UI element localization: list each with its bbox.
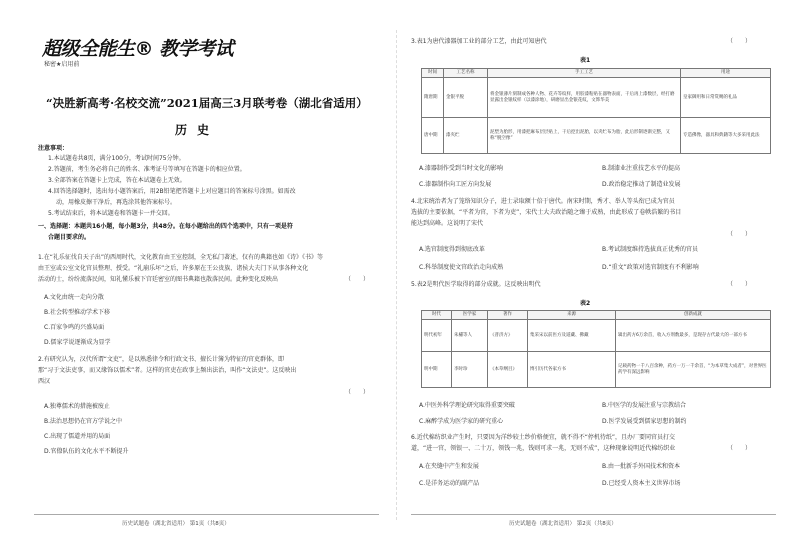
q1-option-c[interactable]: C.百家争鸣的兴盛局面 — [44, 324, 105, 331]
q4-option-b[interactable]: B.考试制度维持选拔真正优秀的官员 — [602, 246, 699, 253]
table-cell: 记载药物一千八百余种，药方一万一千余首，“为本草集大成者”，对世界医药学有深远影响 — [616, 352, 771, 388]
table-header: 著作 — [488, 311, 528, 320]
table-header: 工艺名称 — [444, 69, 488, 78]
table-cell: 明代初年 — [422, 320, 452, 352]
q4-option-c[interactable]: C.科举制度使文官政治走向成熟 — [419, 264, 504, 271]
q3-option-b[interactable]: B.制漆业注重技艺水平的提高 — [602, 165, 681, 172]
q1-answer-paren: （ ） — [345, 276, 370, 283]
q2-option-d[interactable]: D.官僚队伍的文化水平不断提升 — [44, 448, 129, 455]
table-cell: 泥塑为胎形，用漆把麻布层层贴上，干后挖出泥胎，以夹纻布为胎，此后形制逐渐完整，又称“脱空像” — [488, 118, 681, 154]
q1-stem: 由王室或公室文化官员整理、授受。“礼崩乐坏”之后，许多原在王公贵族、诸侯大夫门下从事各种文化 — [38, 265, 309, 272]
q5-option-a[interactable]: A.中医外科学理论研究取得重要突破 — [419, 402, 515, 409]
section-heading-cont: 合题目要求的。 — [48, 234, 91, 241]
section-heading: 一、选择题：本题共16小题，每小题3分，共48分。在每小题给出的四个选项中，只有一项是符 — [38, 223, 293, 230]
table-cell: 金银平脱 — [444, 78, 488, 118]
q3-answer-paren: （ ） — [727, 38, 752, 45]
notice-heading: 注意事项： — [38, 145, 69, 152]
q4-option-a[interactable]: A.选官制度得到彻底改革 — [419, 246, 485, 253]
q5-stem: 5.表2是明代医学取得的部分成就。这反映出明代 — [411, 281, 541, 288]
q5-option-b[interactable]: B.中医学的发展注重与宗教结合 — [602, 402, 687, 409]
q3-option-c[interactable]: C.漆器制作向工匠方向发展 — [419, 181, 492, 188]
page-right — [397, 0, 794, 543]
q6-stem: 道，“进一官，领银一、二十万，领钱一兆，钱则可求一兆，无则不成”，这种现象说明近代棉纺织业 — [411, 445, 676, 452]
table-cell: 李时珍 — [452, 352, 488, 388]
notice-item: 动，用橡皮擦干净后，再选涂其他答案标号。 — [56, 199, 177, 206]
table-cell: 集采宋以前医方及道藏、佛藏 — [528, 320, 616, 352]
table-cell: 辑出药方6万余首，收入方剂数最多，是现存古代最大的一部方书 — [616, 320, 771, 352]
q6-option-c[interactable]: C.是洋务运动的副产品 — [419, 480, 480, 487]
table-cell: 《本草纲目》 — [488, 352, 528, 388]
table-header: 医学家 — [452, 311, 488, 320]
secret-label: 秘密★启用前 — [44, 61, 80, 68]
subject-title: 历史 — [175, 123, 220, 137]
footer-right: 历史试题卷（湖北省适用） 第2页（共8页） — [509, 521, 617, 527]
footer-rule — [411, 514, 776, 515]
table-cell: 隋唐期 — [422, 78, 444, 118]
q3-option-d[interactable]: D.政治稳定推动了制造业发展 — [602, 181, 681, 188]
q1-option-b[interactable]: B.社会转型推动学术下移 — [44, 309, 111, 316]
table-cell: 明中期 — [422, 352, 452, 388]
q6-option-b[interactable]: B.由一批新手外国技术和资本 — [602, 463, 681, 470]
q6-option-a[interactable]: A.在夹缝中产生和发展 — [419, 463, 479, 470]
q6-answer-paren: （ ） — [727, 445, 752, 452]
brand-logo: 超级全能生® 教学考试 — [42, 38, 234, 60]
q1-option-a[interactable]: A.文化由统一走向分散 — [44, 294, 104, 301]
footer-left: 历史试题卷（湖北省适用） 第1页（共8页） — [122, 521, 230, 527]
q2-option-b[interactable]: B.法治思想仍在官方学说之中 — [44, 418, 123, 425]
q4-option-d[interactable]: D.“重文”政策对选官制度有不利影响 — [602, 264, 699, 271]
table-row — [422, 352, 771, 388]
q4-stem: 4.北宋统治者为了笼络知识分子，进士录取额十倍于唐代。南宋时期，秀才、举人等头衔已成为官员 — [411, 198, 675, 205]
table-row — [422, 320, 771, 352]
table-cell: 将金银薄片刻制成各种人物、花卉等纹样，用胶漆粘贴在器物表面，干后再上漆数层，经打磨显露出金银纹样（以漆涂地），研磨显出金银花纹，文饰华美 — [488, 78, 681, 118]
q3-option-a[interactable]: A.漆器制作受到当时文化的影响 — [419, 165, 503, 172]
table-header: 用途 — [681, 69, 771, 78]
q2-stem: 2.有研究认为，汉代所谓“文吏”，是以熟悉律令和行政文书、擅长计簿为特征的官吏群体，即 — [38, 356, 284, 363]
table-row — [422, 78, 771, 118]
q2-answer-paren: （ ） — [345, 389, 370, 396]
table2 — [421, 310, 771, 388]
q2-option-c[interactable]: C.出现了儒道并用的局面 — [44, 433, 111, 440]
exam-title: “决胜新高考·名校交流”2021届高三3月联考卷（湖北省适用） — [46, 96, 368, 110]
table-header-row — [422, 69, 771, 78]
table-cell: 博引历代各家方书 — [528, 352, 616, 388]
table-cell: 皇家御用和日常赏赐的礼品 — [681, 78, 771, 118]
q2-option-a[interactable]: A.独尊儒术的措施被废止 — [44, 403, 110, 410]
q5-option-d[interactable]: D.医学发展受到儒家思想的制约 — [602, 418, 687, 425]
footer-rule — [34, 514, 379, 515]
table2-title: 表2 — [580, 300, 591, 307]
table-cell: 唐中期 — [422, 118, 444, 154]
q6-option-d[interactable]: D.已经受人资本主义世界市场 — [602, 480, 681, 487]
table-row — [422, 118, 771, 154]
table1-title: 表1 — [580, 57, 591, 64]
q4-answer-paren: （ ） — [727, 231, 752, 238]
q1-stem: 活动的士，纷纷流落民间，知礼懂乐被下宫廷密室的图书典籍也散落民间。此种变化反映出 — [38, 276, 279, 283]
table-header: 创新成就 — [616, 311, 771, 320]
q4-stem: 选拔的主要依据，“平者为官，下者为吏”，宋代士大夫政治随之臻于成熟，由此形成了卷帙浩繁的书目 — [411, 209, 682, 216]
q5-option-c[interactable]: C.麻醉学成为医学家的研究重心 — [419, 418, 504, 425]
table-header: 手工工艺 — [488, 69, 681, 78]
table-header-row — [422, 311, 771, 320]
q2-stem: 西汉 — [38, 378, 51, 385]
notice-item: 2.答题前，考生务必将自己的姓名、准考证号等填写在答题卡的相应位置。 — [48, 166, 246, 173]
table-cell: 漆夹纻 — [444, 118, 488, 154]
table-header: 时代 — [422, 311, 452, 320]
q1-stem: 1.在“礼乐征伐自天子出”的西周时代，文化教育由王室控制，全无私门著述，仅有的典籍也如《诗》《书》等 — [38, 254, 323, 261]
notice-item: 3.全部答案在答题卡上完成，答在本试题卷上无效。 — [48, 177, 186, 184]
q1-option-d[interactable]: D.儒家学说逐渐成为显学 — [44, 339, 111, 346]
q5-answer-paren: （ ） — [727, 281, 752, 288]
notice-item: 4.回答选择题时，选出每小题答案后，用2B铅笔把答题卡上对应题目的答案标号涂黑。如需改 — [48, 188, 296, 195]
notice-item: 5.考试结束后，将本试题卷和答题卡一并交回。 — [48, 210, 174, 217]
table1 — [421, 68, 771, 154]
q2-stem: 那“习于文法吏事，而又缘饰以儒术”者。这样的官吏在政事上频出法治，叫作“文法吏”。这反映出 — [38, 367, 297, 374]
table-cell: 朱橚等人 — [452, 320, 488, 352]
table-header: 来源 — [528, 311, 616, 320]
q6-stem: 6.近代棉纺织业产生时，只要因为洋纱较土纱价格便宜，就不得不“停机待纸”，且办厂要同官员打交 — [411, 434, 675, 441]
table-cell: 《普济方》 — [488, 320, 528, 352]
notice-item: 1.本试题卷共8页，满分100分，考试时间75分钟。 — [48, 155, 185, 162]
table-header: 时间 — [422, 69, 444, 78]
q4-stem: 能达到高峰。这说明了宋代 — [411, 220, 484, 227]
q3-stem: 3.表1为唐代漆器加工业的部分工艺，由此可知唐代 — [411, 38, 547, 45]
table-cell: 专造佛像，器具和典籍等大多采用此法 — [681, 118, 771, 154]
